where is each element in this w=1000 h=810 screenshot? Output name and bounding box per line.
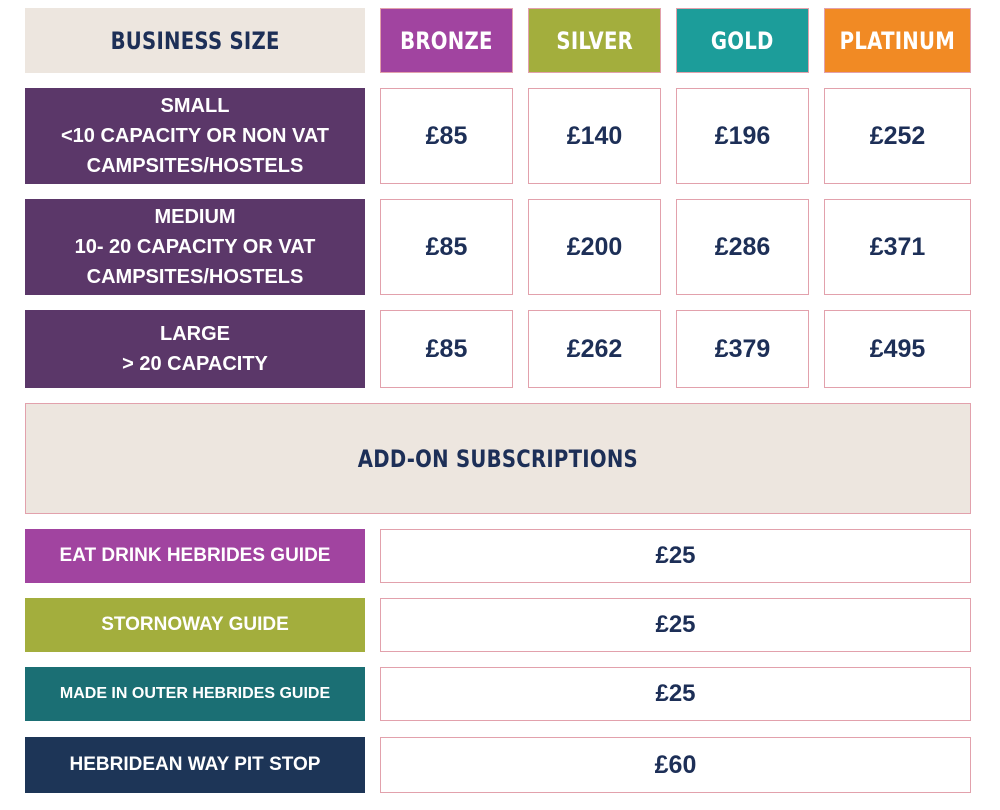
- price-large-gold: £379: [676, 310, 809, 388]
- price-medium-gold: £286: [676, 199, 809, 295]
- price-large-platinum: £495: [824, 310, 971, 388]
- tier-label-silver: SILVER: [556, 26, 633, 55]
- price-medium-silver: £200: [528, 199, 661, 295]
- size-name: LARGE: [160, 323, 230, 345]
- size-capacity: > 20 CAPACITY: [122, 353, 268, 375]
- price-large-bronze: £85: [380, 310, 513, 388]
- size-name: SMALL: [160, 95, 230, 117]
- tier-label-platinum: PLATINUM: [839, 26, 956, 55]
- price-medium-platinum: £371: [824, 199, 971, 295]
- tier-label-gold: GOLD: [711, 26, 774, 55]
- price-small-bronze: £85: [380, 88, 513, 184]
- addon-label-hebridean-way-pit-stop: HEBRIDEAN WAY PIT STOP: [25, 737, 365, 793]
- addon-subscriptions-title: ADD-ON SUBSCRIPTIONS: [357, 444, 639, 473]
- addon-price-hebridean-way-pit-stop: £60: [380, 737, 971, 793]
- addon-subscriptions-banner: [25, 403, 971, 514]
- price-small-gold: £196: [676, 88, 809, 184]
- addon-price-stornoway: £25: [380, 598, 971, 652]
- price-medium-bronze: £85: [380, 199, 513, 295]
- price-large-silver: £262: [528, 310, 661, 388]
- size-capacity: <10 CAPACITY OR NON VAT: [60, 125, 329, 147]
- price-small-platinum: £252: [824, 88, 971, 184]
- size-row-large-label: [25, 310, 365, 388]
- addon-label-stornoway: STORNOWAY GUIDE: [25, 598, 365, 652]
- size-name: MEDIUM: [154, 206, 236, 228]
- addon-label-eat-drink-hebrides: EAT DRINK HEBRIDES GUIDE: [25, 529, 365, 583]
- size-capacity: 10- 20 CAPACITY OR VAT: [74, 236, 316, 258]
- size-row-small-label: [25, 88, 365, 184]
- tier-header-gold: [676, 8, 809, 73]
- addon-price-eat-drink-hebrides: £25: [380, 529, 971, 583]
- business-size-label: BUSINESS SIZE: [110, 26, 280, 55]
- addon-label-made-in-outer-hebrides: MADE IN OUTER HEBRIDES GUIDE: [25, 667, 365, 721]
- size-note: CAMPSITES/HOSTELS: [86, 266, 304, 288]
- size-row-medium-label: [25, 199, 365, 295]
- tier-label-bronze: BRONZE: [400, 26, 493, 55]
- addon-price-made-in-outer-hebrides: £25: [380, 667, 971, 721]
- size-note: CAMPSITES/HOSTELS: [86, 155, 304, 177]
- tier-header-bronze: [380, 8, 513, 73]
- tier-header-platinum: [824, 8, 971, 73]
- price-small-silver: £140: [528, 88, 661, 184]
- tier-header-silver: [528, 8, 661, 73]
- header-business-size: [25, 8, 365, 73]
